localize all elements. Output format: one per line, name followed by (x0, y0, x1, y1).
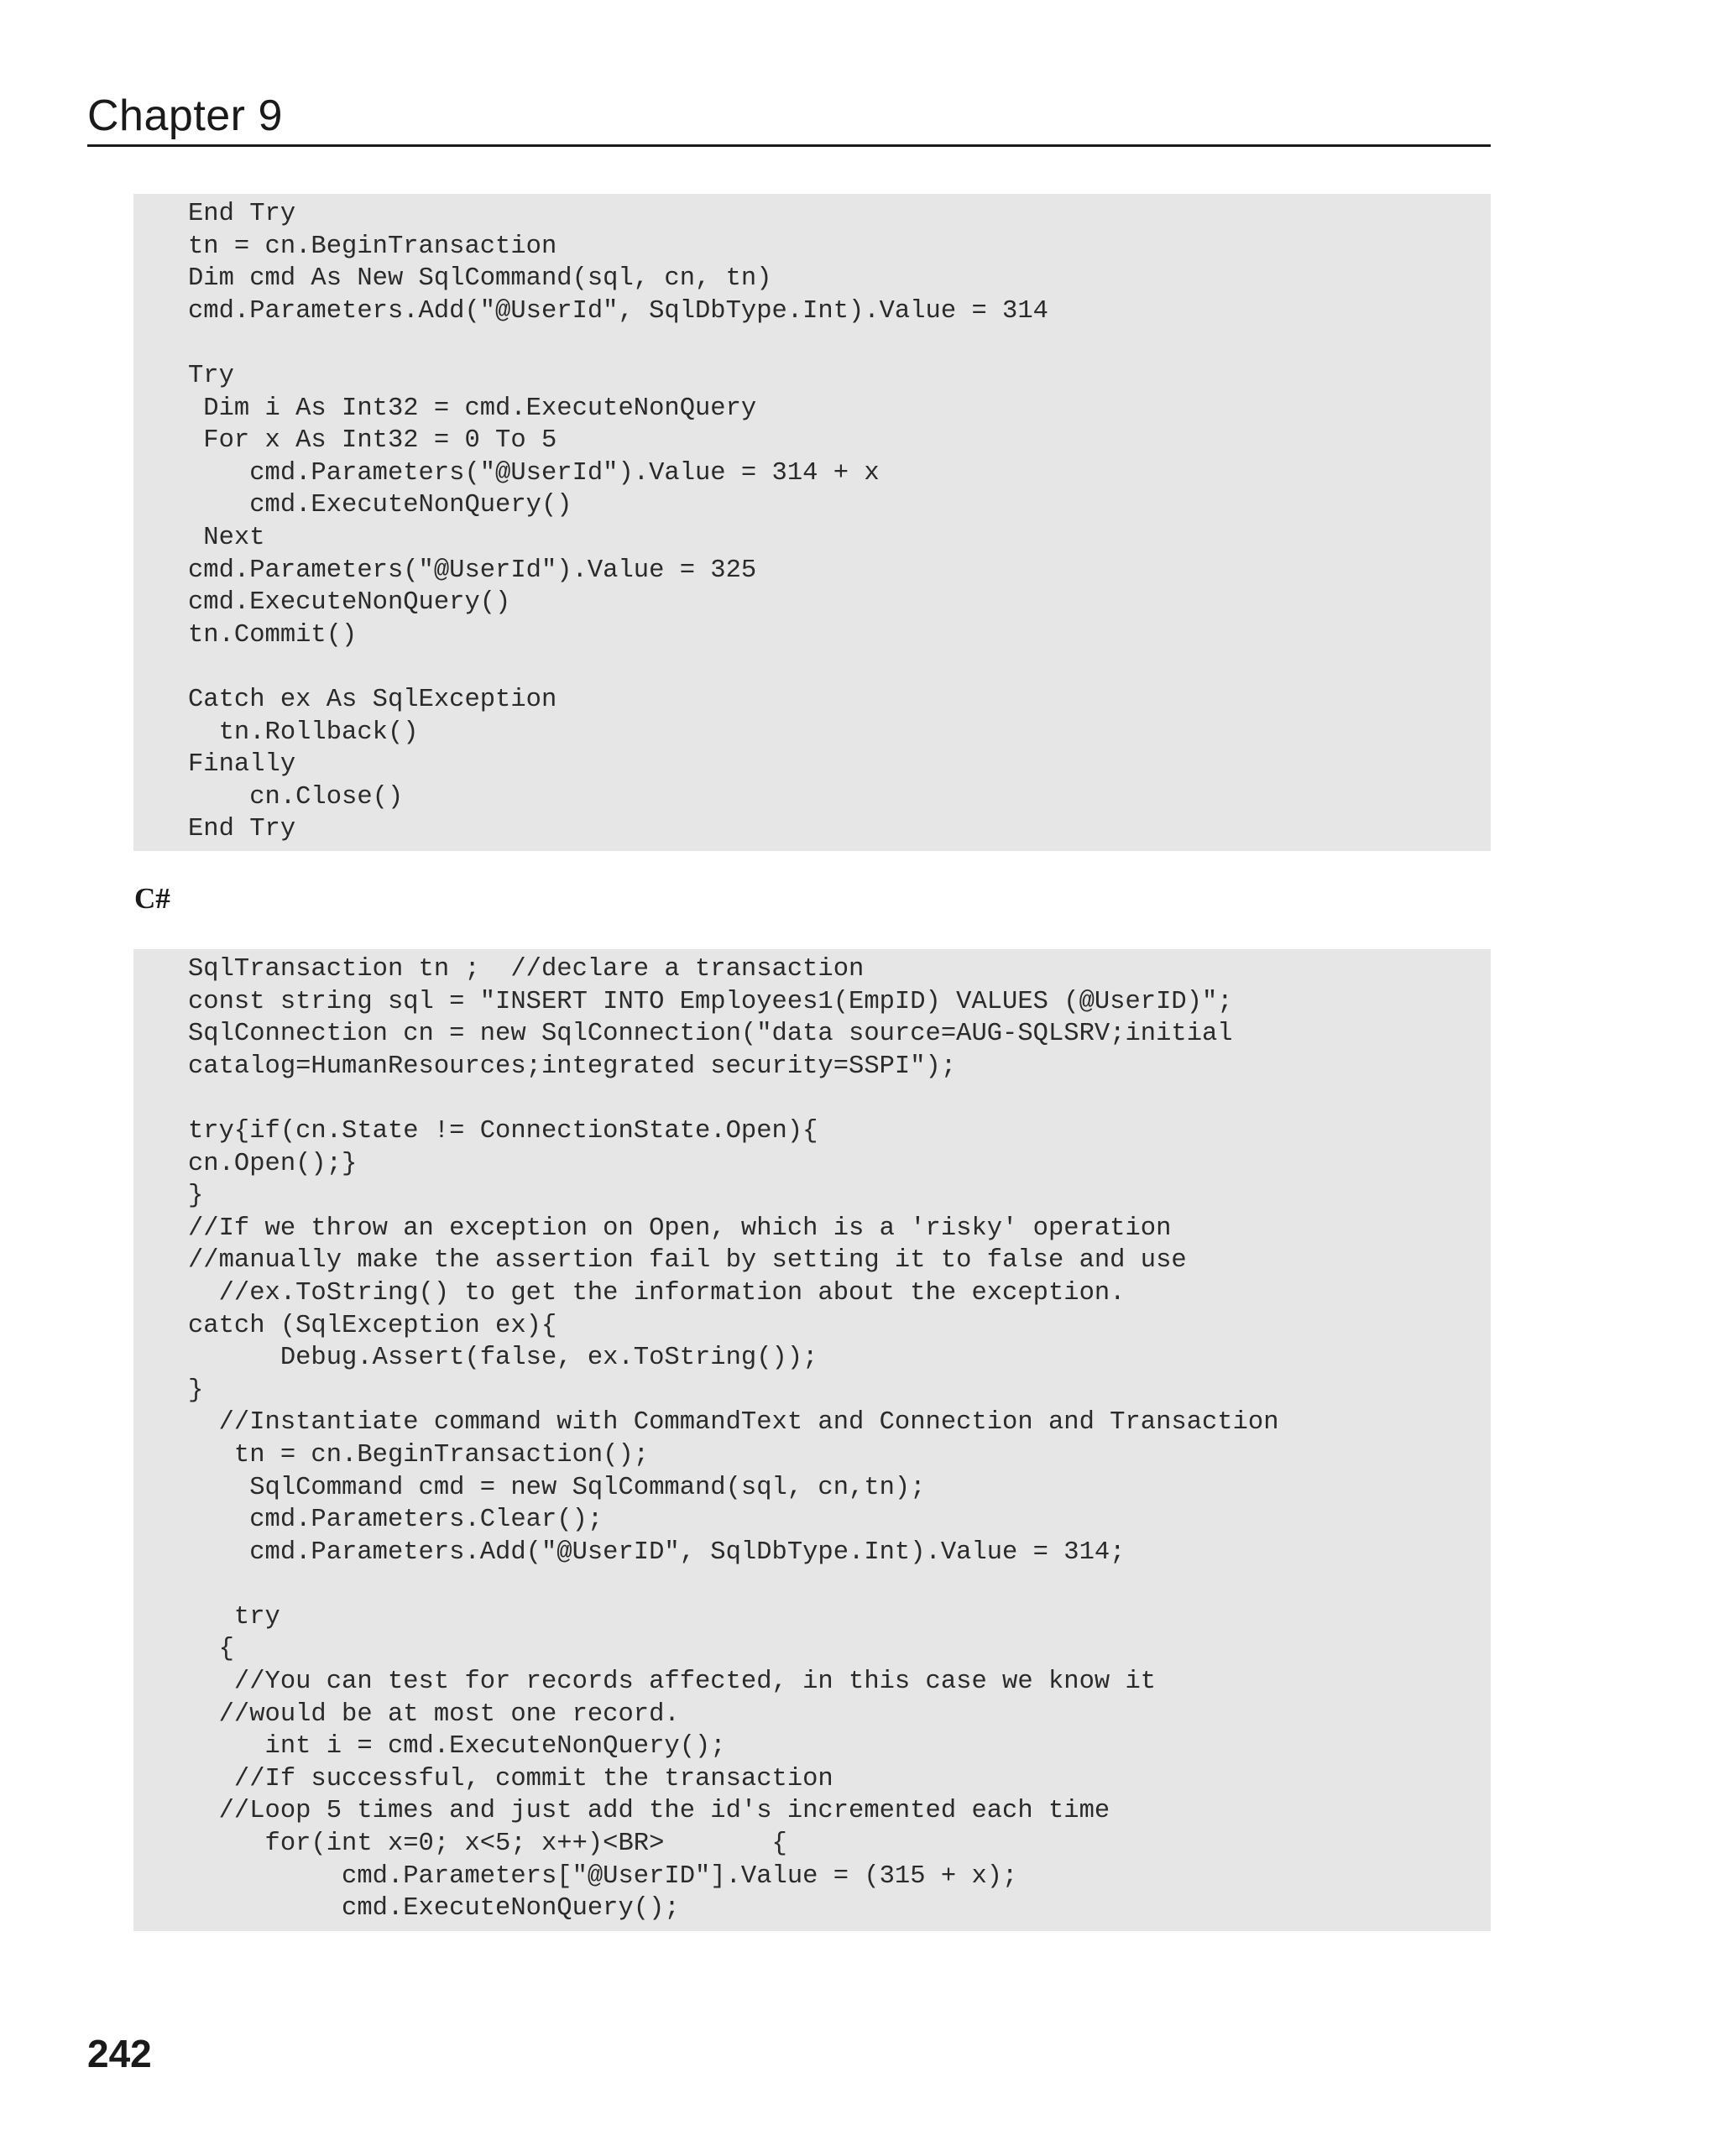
code-line: } (188, 1376, 204, 1405)
code-line (188, 651, 1491, 684)
code-line: SqlTransaction tn ; //declare a transaction (188, 955, 865, 984)
code-line: Catch ex As SqlException (188, 685, 557, 714)
code-line: //would be at most one record. (188, 1699, 680, 1729)
chapter-title: Chapter 9 (87, 91, 283, 140)
code-line: tn = cn.BeginTransaction (188, 232, 557, 261)
code-line: cmd.ExecuteNonQuery() (188, 588, 511, 618)
code-line: SqlConnection cn = new SqlConnection("data source=AUG-SQLSRV;initial (188, 1020, 1233, 1049)
code-line: cmd.Parameters("@UserId").Value = 314 + x (188, 458, 880, 488)
code-line (188, 327, 1491, 360)
code-line: { (188, 1635, 234, 1664)
code-line: tn = cn.BeginTransaction(); (188, 1440, 650, 1470)
csharp-section-label: C# (134, 882, 170, 915)
code-line: const string sql = "INSERT INTO Employees1(EmpID) VALUES (@UserID)"; (188, 987, 1233, 1016)
code-line: cmd.Parameters.Clear(); (188, 1506, 603, 1535)
code-line: //Instantiate command with CommandText and Connection and Transaction (188, 1408, 1279, 1438)
code-line: Try (188, 361, 234, 390)
code-line: for(int x=0; x<5; x++)<BR> { (188, 1830, 787, 1859)
code-line: cn.Open();} (188, 1149, 358, 1178)
code-line: Finally (188, 750, 296, 780)
code-line: //If successful, commit the transaction (188, 1764, 833, 1793)
code-line: cmd.Parameters.Add("@UserID", SqlDbType.Int).Value = 314; (188, 1537, 1126, 1567)
code-line: cmd.Parameters["@UserID"].Value = (315 + x); (188, 1861, 1018, 1891)
code-line: tn.Rollback() (188, 718, 419, 747)
code-line: tn.Commit() (188, 620, 358, 650)
code-line: //ex.ToString() to get the information about the exception. (188, 1278, 1126, 1308)
code-line: Next (188, 523, 265, 552)
code-line: cmd.Parameters.Add("@UserId", SqlDbType.Int).Value = 314 (188, 296, 1048, 326)
code-line: //You can test for records affected, in this case we know it (188, 1668, 1157, 1697)
code-line: catch (SqlException ex){ (188, 1311, 557, 1340)
code-line: //Loop 5 times and just add the id's incremented each time (188, 1797, 1110, 1826)
code-line: End Try (188, 815, 296, 844)
code-line: Debug.Assert(false, ex.ToString()); (188, 1344, 818, 1373)
code-line: Dim cmd As New SqlCommand(sql, cn, tn) (188, 264, 772, 294)
code-line: //manually make the assertion fail by setting it to false and use (188, 1246, 1187, 1276)
code-line: cmd.ExecuteNonQuery(); (188, 1894, 680, 1924)
code-line: cn.Close() (188, 782, 404, 812)
code-line: cmd.ExecuteNonQuery() (188, 491, 572, 520)
code-line: try{if(cn.State != ConnectionState.Open){ (188, 1116, 818, 1146)
vb-code-listing (133, 194, 1491, 851)
code-line: } (188, 1182, 204, 1211)
code-line (188, 1083, 1491, 1115)
code-line: End Try (188, 200, 296, 228)
code-line (188, 1569, 1491, 1601)
code-line: SqlCommand cmd = new SqlCommand(sql, cn,tn); (188, 1473, 926, 1502)
code-line: For x As Int32 = 0 To 5 (188, 426, 557, 456)
page-number: 242 (87, 2032, 152, 2075)
csharp-code-listing (133, 949, 1491, 1931)
code-line: //If we throw an exception on Open, which is a 'risky' operation (188, 1214, 1172, 1243)
code-line: catalog=HumanResources;integrated security=SSPI"); (188, 1052, 957, 1081)
code-line: int i = cmd.ExecuteNonQuery(); (188, 1732, 726, 1762)
code-line: cmd.Parameters("@UserId").Value = 325 (188, 556, 757, 585)
chapter-header (87, 84, 1491, 147)
code-line: try (188, 1602, 280, 1631)
code-line: Dim i As Int32 = cmd.ExecuteNonQuery (188, 394, 757, 423)
